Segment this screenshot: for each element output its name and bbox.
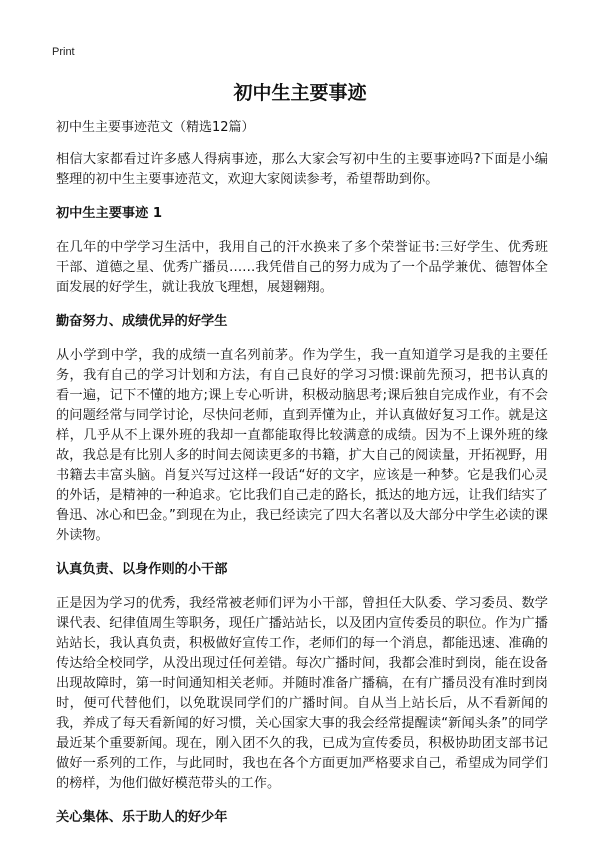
page-title: 初中生主要事迹 — [233, 82, 367, 104]
section-paragraph-3: 正是因为学习的优秀，我经常被老师们评为小干部，曾担任大队委、学习委员、数学课代表、纪律值周生等职务，现任广播站站长，以及团内宣传委员的职位。作为广播站站长，我认真负责，积极做好宣传工作，老师们的每一个消息，都能迅速、准确的传达给全校同学，从没出现过任何差错。每次广播时间，我都会准时到岗，能在设备出现故障时，第一时间通知相关老师。并随时准备广播稿，在有广播员没有准时到岗时，便可代替他们，以免耽误同学们的广播时间。自从当上站长后，从不看新闻的我，养成了每天看新闻的好习惯，关心国家大事的我会经常提醒读“新闻头条”的同学最近某个重要新闻。现在，刚入团不久的我，已成为宣传委员，积极协助团支部书记做好一系列的工作，与此同时，我也在各个方面更加严格要求自己，希望成为同学们的榜样，为他们做好模范带头的工作。 — [56, 596, 548, 791]
section-heading-3: 认真负责、以身作则的小干部 — [56, 562, 228, 577]
document-subtitle: 初中生主要事迹范文（精选12篇） — [56, 120, 255, 135]
section-paragraph-1: 在几年的中学学习生活中，我用自己的汗水换来了多个荣誉证书:三好学生、优秀班干部、道德之星、优秀广播员……我凭借自己的努力成为了一个品学兼优、德智体全面发展的好学生，就让我放飞理想，展翅翱翔。 — [56, 240, 548, 295]
section-paragraph-2: 从小学到中学，我的成绩一直名列前茅。作为学生，我一直知道学习是我的主要任务，我有自己的学习计划和方法，有自己良好的学习习惯:课前先预习，把书认真的看一遍，记下不懂的地方;课上专心听讲，积极动脑思考;课后独自完成作业，有不会的问题经常与同学讨论，尽快问老师，直到弄懂为止，并认真做好复习工作。就是这样，几乎从不上课外班的我却一直都能取得比较满意的成绩。因为不上课外班的缘故，我总是有比别人多的时间去阅读更多的书籍，扩大自己的阅读量，开拓视野，用书籍去丰富头脑。肖复兴写过这样一段话“好的文字，应该是一种梦。它是我们心灵的外话，是精神的一种追求。它比我们自己走的路长，抵达的地方远，让我们结实了鲁迅、冰心和巴金。”到现在为止，我已经读完了四大名著以及大部分中学生必读的课外读物。 — [56, 348, 548, 543]
section-heading-1: 初中生主要事迹 1 — [56, 206, 163, 221]
document-body — [56, 118, 548, 842]
section-heading-4: 关心集体、乐于助人的好少年 — [56, 810, 228, 825]
print-link[interactable]: Print — [52, 46, 75, 58]
section-heading-2: 勤奋努力、成绩优异的好学生 — [56, 314, 228, 329]
intro-paragraph: 相信大家都看过许多感人得病事迹，那么大家会写初中生的主要事迹吗?下面是小编整理的初中生主要事迹范文，欢迎大家阅读参考，希望帮助到你。 — [56, 152, 548, 187]
